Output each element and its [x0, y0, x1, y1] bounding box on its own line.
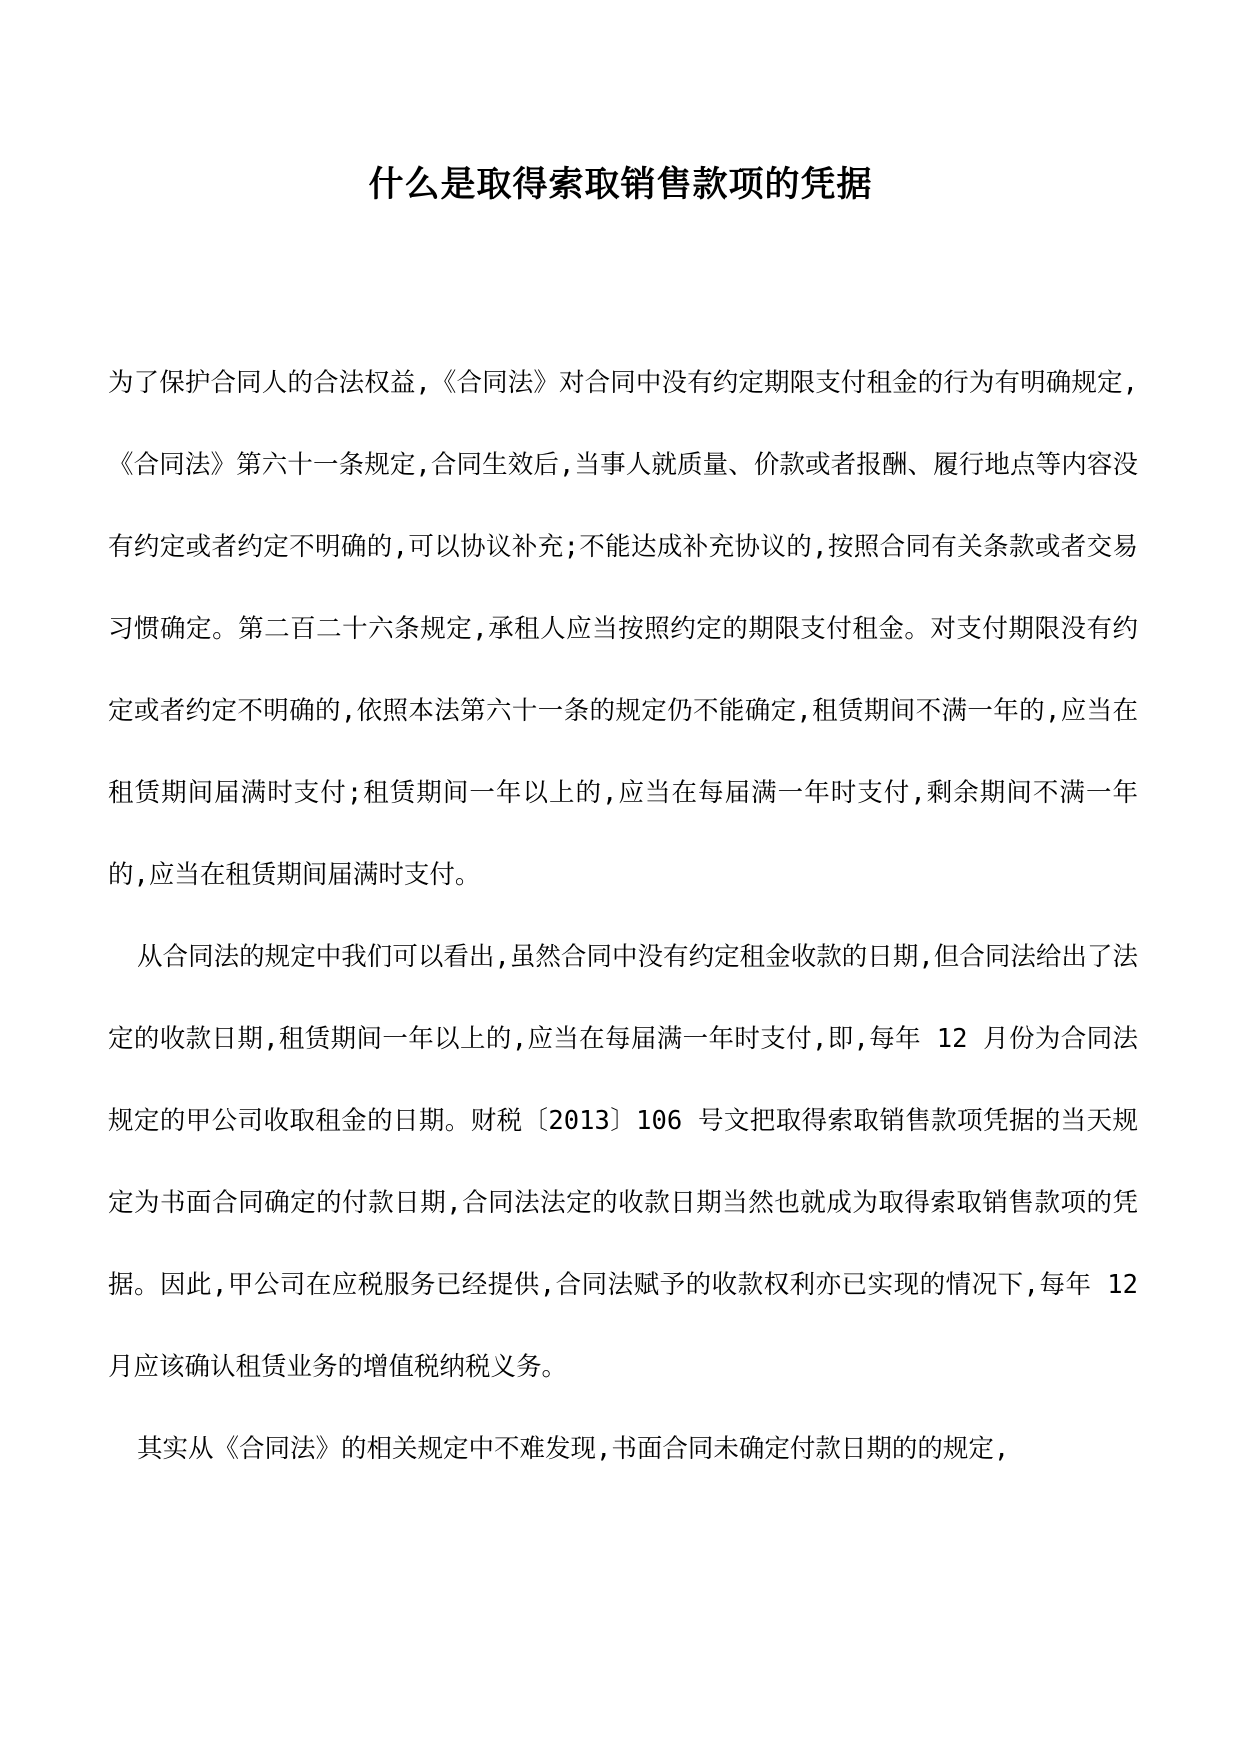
document-title: 什么是取得索取销售款项的凭据 — [368, 164, 873, 205]
paragraph-statutory-payment-date: 从合同法的规定中我们可以看出,虽然合同中没有约定租金收款的日期,但合同法给出了法定的收款日期,租赁期间一年以上的,应当在每届满一年时支付,即,每年 12 月份为合同法规定的甲公司收取租金的日期。财税〔2013〕106 号文把取得索取销售款项凭据的当天规定为书面合同确定的付款日期,合同法法定的收款日期当然也就成为取得索取销售款项的凭据。因此,甲公司在应税服务已经提供,合同法赋予的收款权利亦已实现的情况下,每年 12 月应该确认租赁业务的增值税纳税义务。 — [108, 942, 1138, 1382]
paragraph-conclusion: 其实从《合同法》的相关规定中不难发现,书面合同未确定付款日期的的规定, — [137, 1434, 1010, 1464]
paragraph-contract-law-provisions: 为了保护合同人的合法权益,《合同法》对合同中没有约定期限支付租金的行为有明确规定,《合同法》第六十一条规定,合同生效后,当事人就质量、价款或者报酬、履行地点等内容没有约定或者约定不明确的,可以协议补充;不能达成补充协议的,按照合同有关条款或者交易习惯确定。第二百二十六条规定,承租人应当按照约定的期限支付租金。对支付期限没有约定或者约定不明确的,依照本法第六十一条的规定仍不能确定,租赁期间不满一年的,应当在租赁期间届满时支付;租赁期间一年以上的,应当在每届满一年时支付,剩余期间不满一年的,应当在租赁期间届满时支付。 — [108, 368, 1138, 890]
document-body — [108, 342, 1138, 1490]
